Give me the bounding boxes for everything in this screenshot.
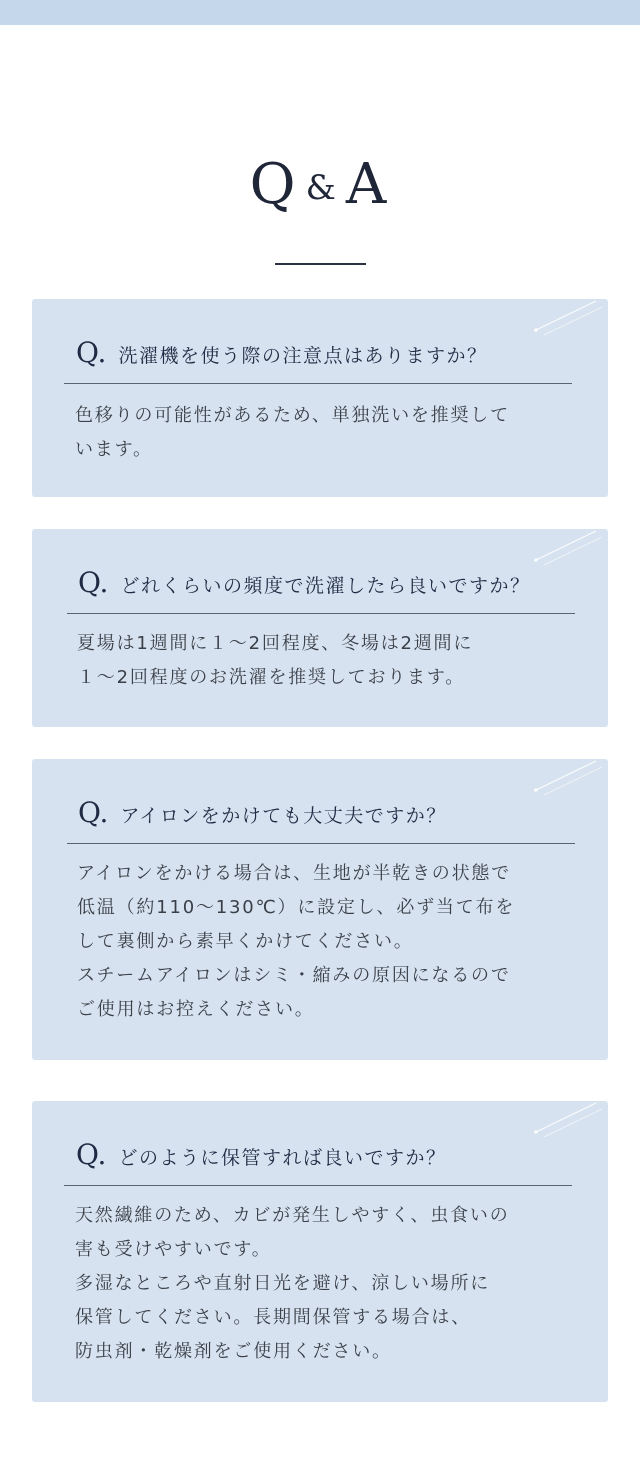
- q-mark: Q.: [76, 336, 107, 369]
- answer-line: して裏側から素早くかけてください。: [77, 931, 414, 952]
- answer-line: 色移りの可能性があるため、単独洗いを推奨して: [75, 405, 510, 426]
- top-accent-band: [0, 0, 640, 25]
- answer-line: 夏場は1週間に１～2回程度、冬場は2週間に: [77, 633, 474, 654]
- answer-line: 保管してください。長期間保管する場合は、: [75, 1307, 471, 1328]
- title-q: Q: [249, 152, 300, 217]
- answer-line: 天然繊維のため、カビが発生しやすく、虫食いの: [75, 1205, 510, 1226]
- faq-answer-4: [75, 1199, 578, 1369]
- q-mark: Q.: [78, 566, 109, 599]
- faq-question-3: [78, 797, 578, 832]
- faq-divider: [64, 383, 572, 384]
- page-header: [0, 25, 640, 300]
- q-mark: Q.: [76, 1138, 107, 1171]
- faq-divider: [67, 613, 575, 614]
- page-title: [0, 149, 640, 224]
- question-text: アイロンをかけても大丈夫ですか？: [120, 805, 447, 827]
- title-a: A: [345, 152, 391, 217]
- answer-line: 多湿なところや直射日光を避け、涼しい場所に: [75, 1273, 491, 1294]
- answer-line: スチームアイロンはシミ・縮みの原因になるので: [77, 965, 511, 986]
- answer-line: 低温（約110～130℃）に設定し、必ず当て布を: [77, 897, 516, 918]
- faq-divider: [64, 1185, 572, 1186]
- faq-card-1: [32, 299, 608, 497]
- answer-line: います。: [75, 439, 153, 460]
- faq-answer-1: [75, 399, 578, 467]
- title-underline: [275, 263, 366, 265]
- answer-line: 防虫剤・乾燥剤をご使用ください。: [75, 1341, 392, 1362]
- faq-question-2: [78, 567, 578, 602]
- faq-question-1: [76, 337, 578, 372]
- question-text: どのように保管すれば良いですか？: [118, 1147, 447, 1169]
- q-mark: Q.: [78, 796, 109, 829]
- answer-line: アイロンをかける場合は、生地が半乾きの状態で: [77, 863, 511, 884]
- answer-line: 害も受けやすいです。: [75, 1239, 272, 1260]
- answer-line: １～2回程度のお洗濯を推奨しております。: [77, 667, 466, 688]
- faq-card-4: [32, 1101, 608, 1402]
- question-text: どれくらいの頻度で洗濯したら良いですか？: [120, 575, 531, 597]
- faq-divider: [67, 843, 575, 844]
- faq-card-3: [32, 759, 608, 1060]
- title-ampersand: &: [305, 168, 340, 208]
- faq-question-4: [76, 1139, 578, 1174]
- faq-answer-3: [77, 857, 578, 1027]
- answer-line: ご使用はお控えください。: [77, 999, 315, 1020]
- question-text: 洗濯機を使う際の注意点はありますか？: [118, 345, 488, 367]
- faq-card-2: [32, 529, 608, 727]
- faq-answer-2: [77, 627, 578, 695]
